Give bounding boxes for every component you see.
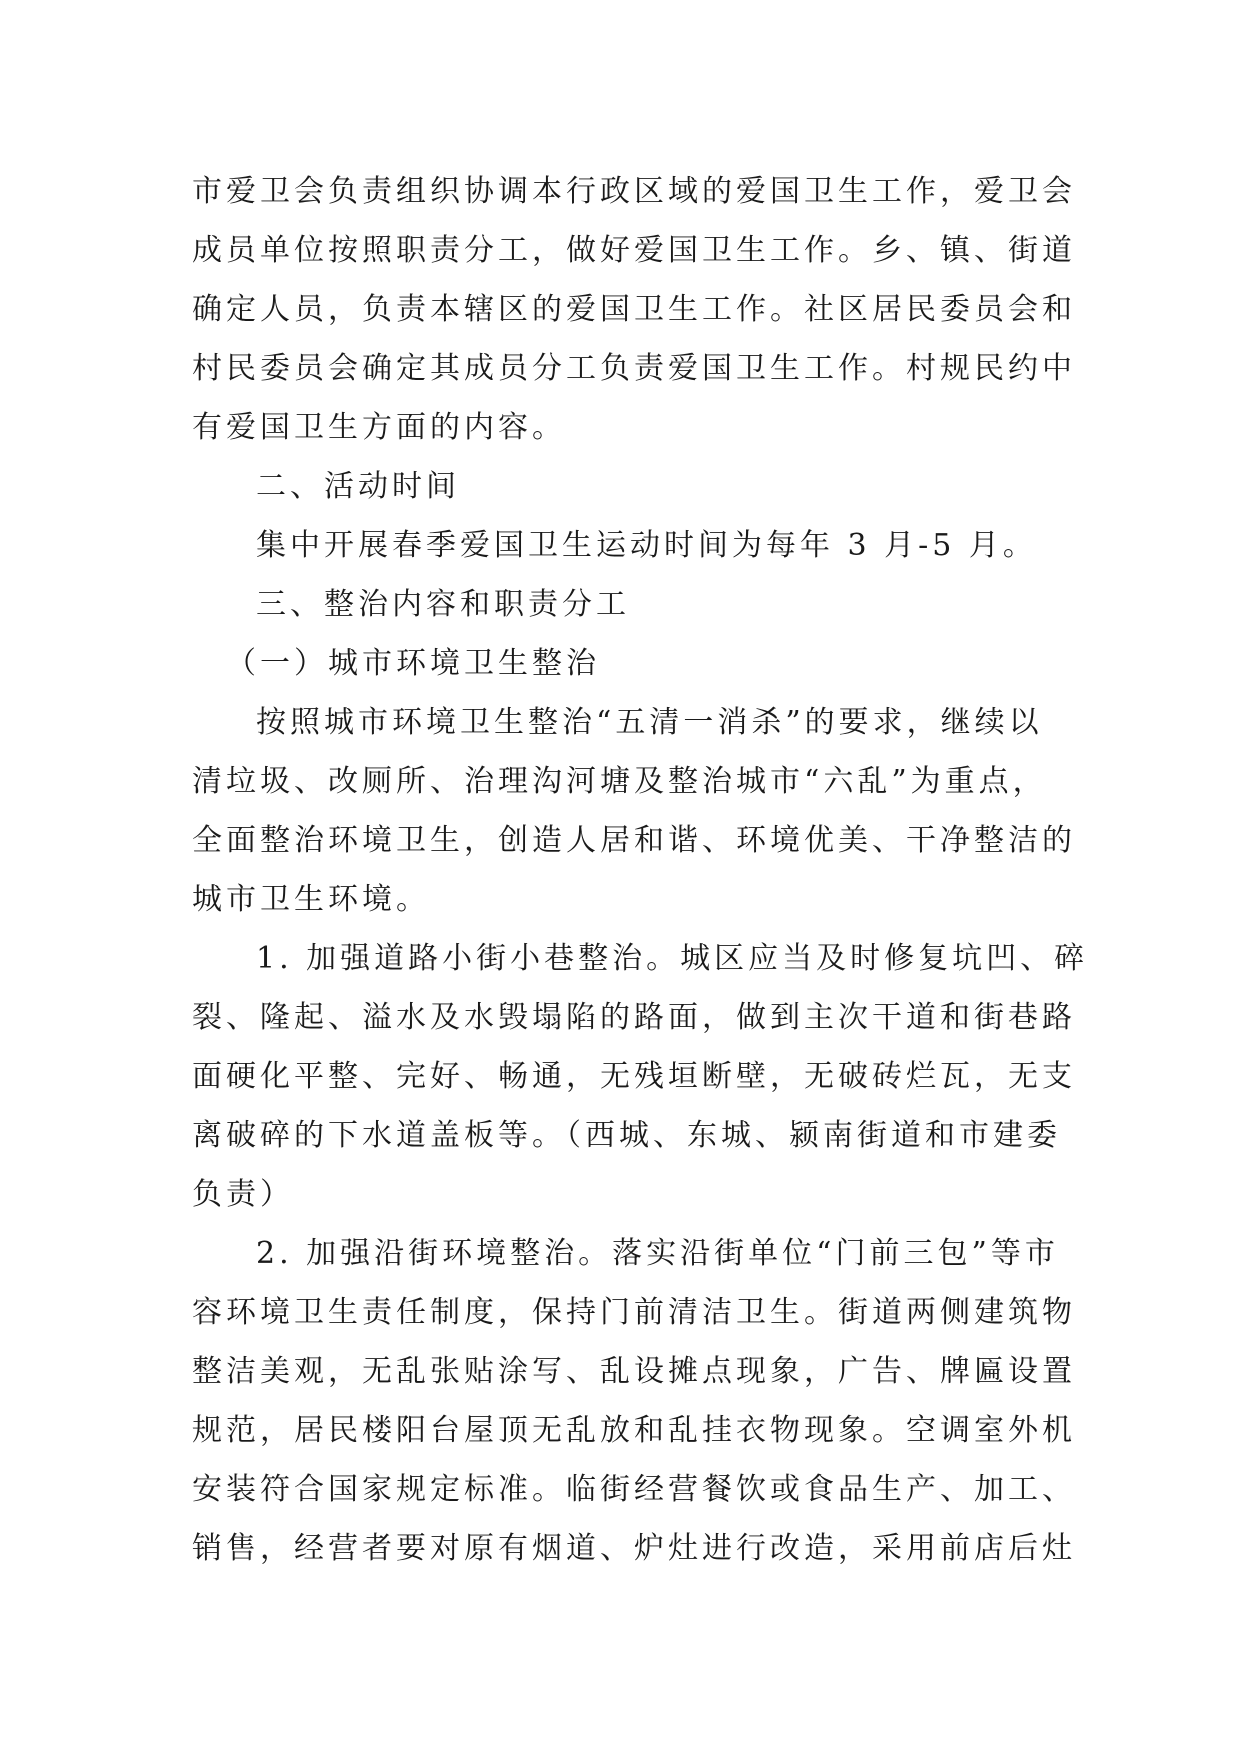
subsection-heading: （一）城市环境卫生整治: [226, 646, 600, 681]
list-item-line: 1. 加强道路小街小巷整治。城区应当及时修复坑凹、碎: [256, 941, 1089, 976]
paragraph-line: 市爱卫会负责组织协调本行政区域的爱国卫生工作，爱卫会: [192, 174, 1076, 209]
paragraph-line: 城市卫生环境。: [192, 882, 430, 917]
paragraph-line: 确定人员，负责本辖区的爱国卫生工作。社区居民委员会和: [192, 292, 1076, 327]
paragraph-line: 清垃圾、改厕所、治理沟河塘及整治城市“六乱”为重点，: [192, 764, 1047, 799]
section-heading: 三、整治内容和职责分工: [256, 587, 630, 622]
list-item-line: 安装符合国家规定标准。临街经营餐饮或食品生产、加工、: [192, 1472, 1076, 1507]
paragraph-line: 按照城市环境卫生整治“五清一消杀”的要求，继续以: [256, 705, 1043, 740]
list-item-line: 面硬化平整、完好、畅通，无残垣断壁，无破砖烂瓦，无支: [192, 1059, 1076, 1094]
document-body: [192, 162, 1089, 1578]
list-item-line: 销售，经营者要对原有烟道、炉灶进行改造，采用前店后灶: [192, 1531, 1076, 1566]
paragraph-line: 成员单位按照职责分工，做好爱国卫生工作。乡、镇、街道: [192, 233, 1076, 268]
list-item-line: 离破碎的下水道盖板等。（西城、东城、颍南街道和市建委: [192, 1118, 1061, 1153]
list-item-line: 裂、隆起、溢水及水毁塌陷的路面，做到主次干道和街巷路: [192, 1000, 1076, 1035]
paragraph-line: 村民委员会确定其成员分工负责爱国卫生工作。村规民约中: [192, 351, 1076, 386]
paragraph-line: 集中开展春季爱国卫生运动时间为每年 3 月-5 月。: [256, 528, 1037, 563]
list-item-line: 容环境卫生责任制度，保持门前清洁卫生。街道两侧建筑物: [192, 1295, 1076, 1330]
section-heading: 二、活动时间: [256, 469, 460, 504]
list-item-line: 整洁美观，无乱张贴涂写、乱设摊点现象，广告、牌匾设置: [192, 1354, 1076, 1389]
list-item-line: 规范，居民楼阳台屋顶无乱放和乱挂衣物现象。空调室外机: [192, 1413, 1076, 1448]
paragraph-line: 有爱国卫生方面的内容。: [192, 410, 566, 445]
list-item-line: 2. 加强沿街环境整治。落实沿街单位“门前三包”等市: [256, 1236, 1059, 1271]
paragraph-line: 全面整治环境卫生，创造人居和谐、环境优美、干净整洁的: [192, 823, 1076, 858]
list-item-line: 负责）: [192, 1177, 294, 1212]
